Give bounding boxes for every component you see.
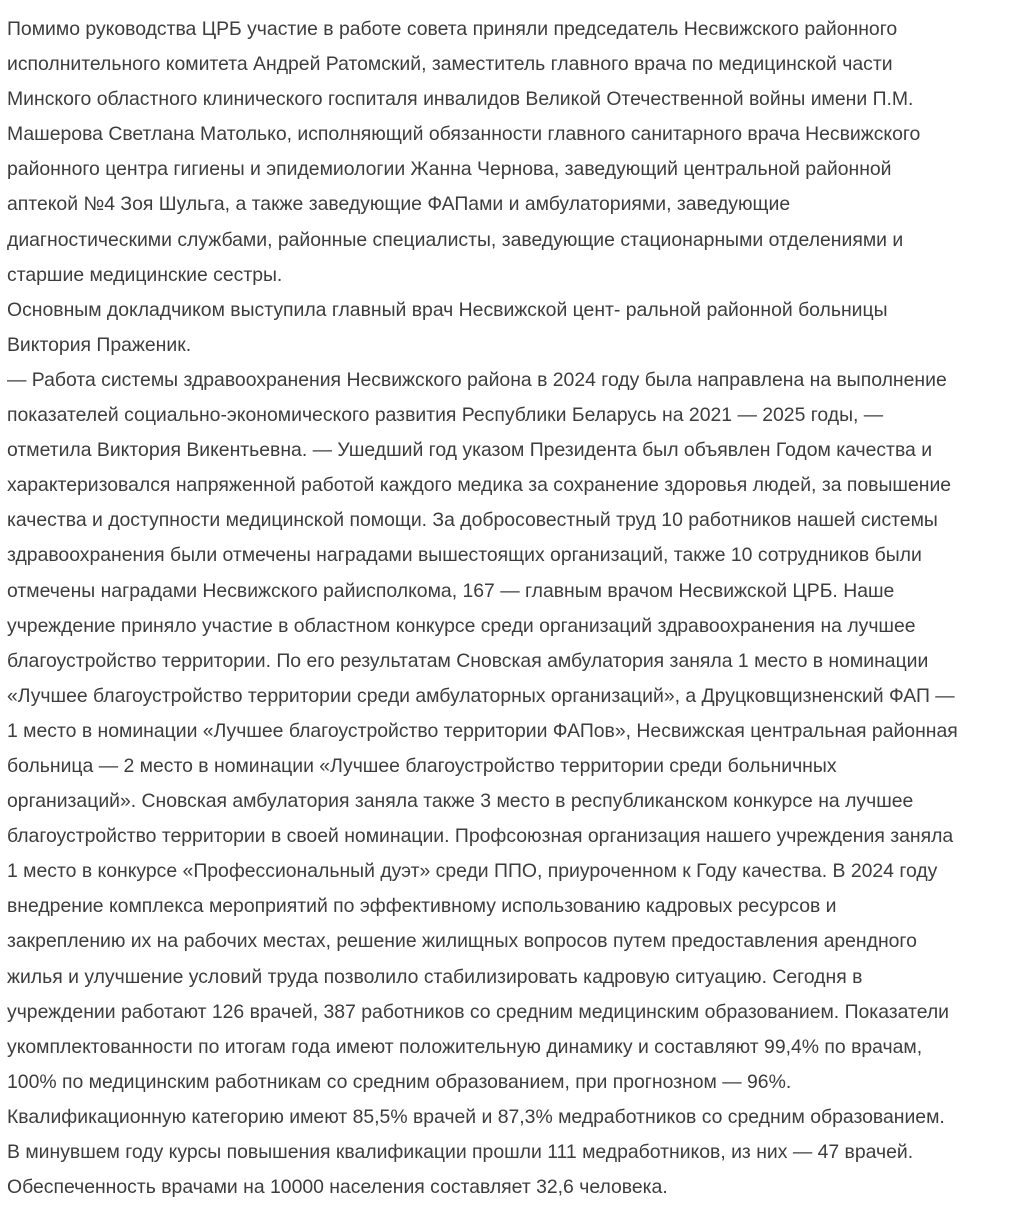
- article-line: благоустройство территории. По его результатам Сновская амбулатория заняла 1 место в номинации: [7, 649, 929, 672]
- article-line: 1 место в конкурсе «Профессиональный дуэт» среди ППО, приуроченном к Году качества. В 2024 году: [7, 860, 938, 883]
- article-line: Основным докладчиком выступила главный врач Несвижской цент- ральной районной больницы: [7, 298, 888, 321]
- article-line: укомплектованности по итогам года имеют положительную динамику и составляют 99,4% по врачам,: [7, 1035, 923, 1058]
- article-line: жилья и улучшение условий труда позволило стабилизировать кадровую ситуацию. Сегодня в: [7, 965, 863, 988]
- article-line: Обеспеченность врачами на 10000 населения составляет 32,6 человека.: [7, 1176, 668, 1199]
- article-line: исполнительного комитета Андрей Ратомский, заместитель главного врача по медицинской части: [7, 53, 893, 76]
- article-line: — Работа системы здравоохранения Несвижского района в 2024 году была направлена на выполнение: [7, 368, 947, 391]
- article-line: 1 место в номинации «Лучшее благоустройство территории ФАПов», Несвижская центральная районная: [7, 719, 958, 742]
- article-line: качества и доступности медицинской помощи. За добросовестный труд 10 работников нашей системы: [7, 509, 938, 532]
- article-line: старшие медицинские сестры.: [7, 263, 283, 286]
- article-line: характеризовался напряженной работой каждого медика за сохранение здоровья людей, за повышение: [7, 474, 952, 497]
- article-line: благоустройство территории в своей номинации. Профсоюзная организация нашего учреждения заняла: [7, 825, 954, 848]
- article-line: отмечены наградами Несвижского райисполкома, 167 — главным врачом Несвижской ЦРБ. Наше: [7, 579, 895, 602]
- article-line: внедрение комплекса мероприятий по эффективному использованию кадровых ресурсов и: [7, 895, 837, 918]
- article-line: учреждение приняло участие в областном конкурсе среди организаций здравоохранения на лучшее: [7, 614, 916, 637]
- article-line: районного центра гигиены и эпидемиологии Жанна Чернова, заведующий центральной районной: [7, 158, 892, 181]
- article-line: аптекой №4 Зоя Шульга, а также заведующие ФАПами и амбулаториями, заведующие: [7, 193, 791, 216]
- article-line: диагностическими службами, районные специалисты, заведующие стационарными отделениями и: [7, 228, 904, 251]
- article-line: Квалификационную категорию имеют 85,5% врачей и 87,3% медработников со средним образованием.: [7, 1105, 945, 1128]
- article-line: Виктория Праженик.: [7, 333, 192, 356]
- article-line: организаций». Сновская амбулатория заняла также 3 место в республиканском конкурсе на лучшее: [7, 790, 914, 813]
- article-line: Минского областного клинического госпиталя инвалидов Великой Отечественной войны имени П.М.: [7, 88, 914, 111]
- article-line: больница — 2 место в номинации «Лучшее благоустройство территории среди больничных: [7, 754, 837, 777]
- article-line: В минувшем году курсы повышения квалификации прошли 111 медработников, из них — 47 врачей.: [7, 1141, 914, 1163]
- article-line: 100% по медицинским работникам со средним образованием, при прогнозном — 96%.: [7, 1070, 792, 1093]
- article-line: «Лучшее благоустройство территории среди амбулаторных организаций», а Друцковщизненский ФАП —: [7, 684, 955, 707]
- article-line: учреждении работают 126 врачей, 387 работников со средним медицинским образованием. Показатели: [7, 1000, 949, 1023]
- article-line: закреплению их на рабочих местах, решение жилищных вопросов путем предоставления арендного: [7, 930, 917, 953]
- article-text: [7, 12, 1007, 1205]
- article-line: отметила Виктория Викентьевна. — Ушедший год указом Президента был объявлен Годом качества и: [7, 439, 933, 462]
- article-line: показателей социально-экономического развития Республики Беларусь на 2021 — 2025 годы, —: [7, 404, 884, 427]
- article-line: Машерова Светлана Матолько, исполняющий обязанности главного санитарного врача Несвижского: [7, 123, 921, 146]
- article-line: здравоохранения были отмечены наградами вышестоящих организаций, также 10 сотрудников были: [7, 544, 922, 567]
- article-line: Помимо руководства ЦРБ участие в работе совета приняли председатель Несвижского районного: [7, 18, 898, 40]
